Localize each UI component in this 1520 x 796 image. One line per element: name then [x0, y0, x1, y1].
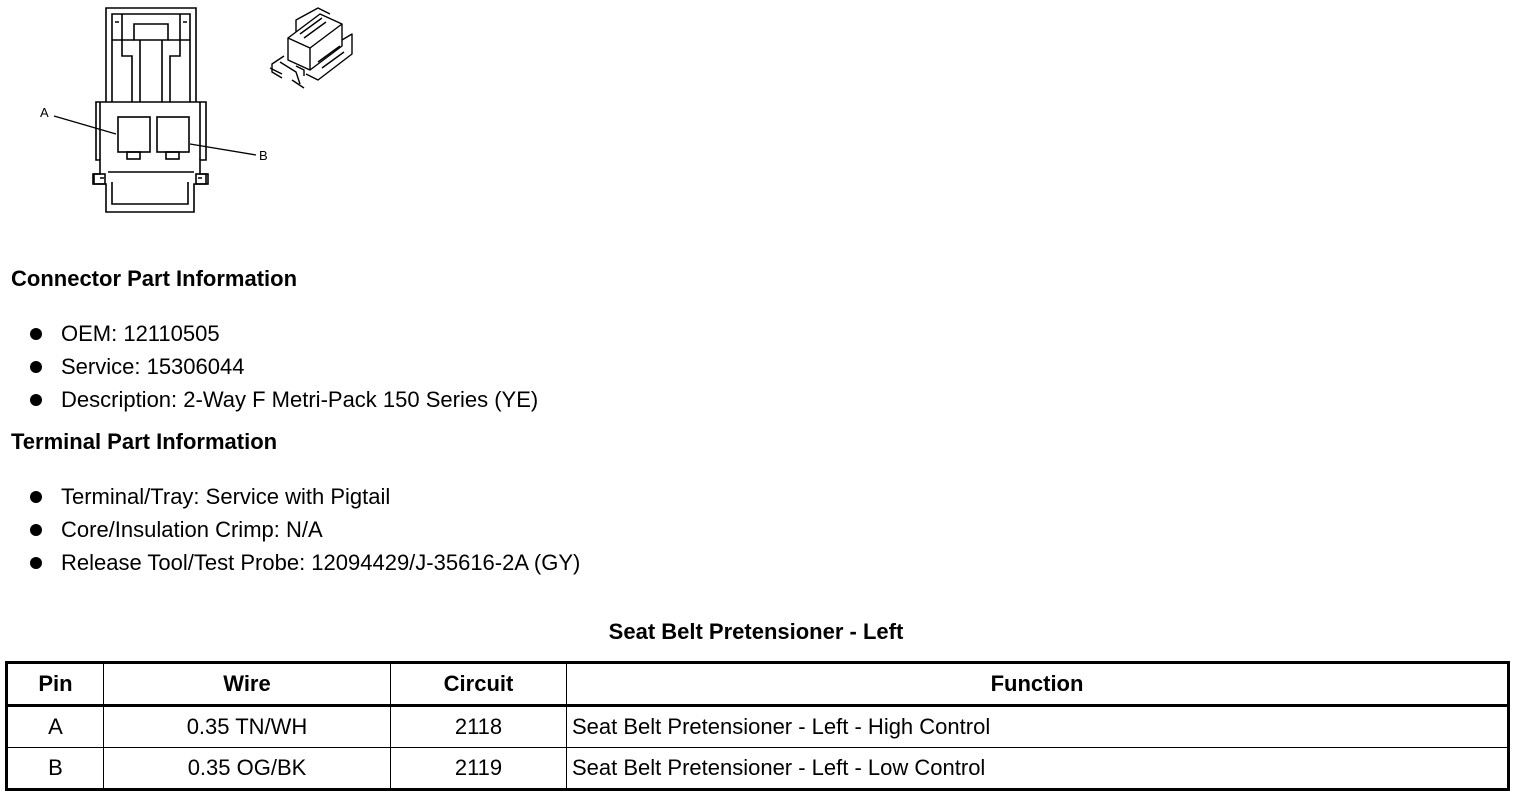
cell-circuit: 2118 [391, 706, 567, 748]
list-item: OEM: 12110505 [28, 317, 538, 350]
cell-wire: 0.35 OG/BK [104, 748, 391, 790]
header-function: Function [567, 663, 1509, 706]
cell-wire: 0.35 TN/WH [104, 706, 391, 748]
bullet-icon [30, 361, 42, 373]
header-pin: Pin [7, 663, 104, 706]
list-item: Description: 2-Way F Metri-Pack 150 Series (YE) [28, 383, 538, 416]
bullet-icon [30, 491, 42, 503]
terminal-part-info-list [28, 480, 580, 579]
pinout-table [5, 661, 1510, 791]
connector-isometric-view [270, 8, 352, 88]
connector-face-view [54, 8, 256, 212]
connector-part-info-list [28, 317, 538, 416]
cell-pin: A [7, 706, 104, 748]
terminal-part-info-heading: Terminal Part Information [11, 429, 278, 454]
bullet-icon [30, 557, 42, 569]
cell-function: Seat Belt Pretensioner - Left - High Control [567, 706, 1509, 748]
list-item: Service: 15306044 [28, 350, 538, 383]
bullet-icon [30, 524, 42, 536]
table-row [7, 748, 1509, 790]
list-item: Release Tool/Test Probe: 12094429/J-35616-2A (GY) [28, 546, 580, 579]
cell-function: Seat Belt Pretensioner - Left - Low Control [567, 748, 1509, 790]
bullet-icon [30, 328, 42, 340]
header-circuit: Circuit [391, 663, 567, 706]
table-row [7, 706, 1509, 748]
table-caption: Seat Belt Pretensioner - Left [608, 619, 904, 644]
cell-pin: B [7, 748, 104, 790]
cavity-a [118, 117, 150, 152]
cavity-label-b: B [259, 148, 268, 163]
cavity-b [157, 117, 189, 152]
connector-part-info-heading: Connector Part Information [11, 266, 298, 291]
bullet-icon [30, 394, 42, 406]
cell-circuit: 2119 [391, 748, 567, 790]
list-item: Terminal/Tray: Service with Pigtail [28, 480, 580, 513]
list-item: Core/Insulation Crimp: N/A [28, 513, 580, 546]
table-header-row [7, 663, 1509, 706]
connector-diagram [0, 0, 380, 220]
cavity-label-a: A [40, 105, 49, 120]
header-wire: Wire [104, 663, 391, 706]
